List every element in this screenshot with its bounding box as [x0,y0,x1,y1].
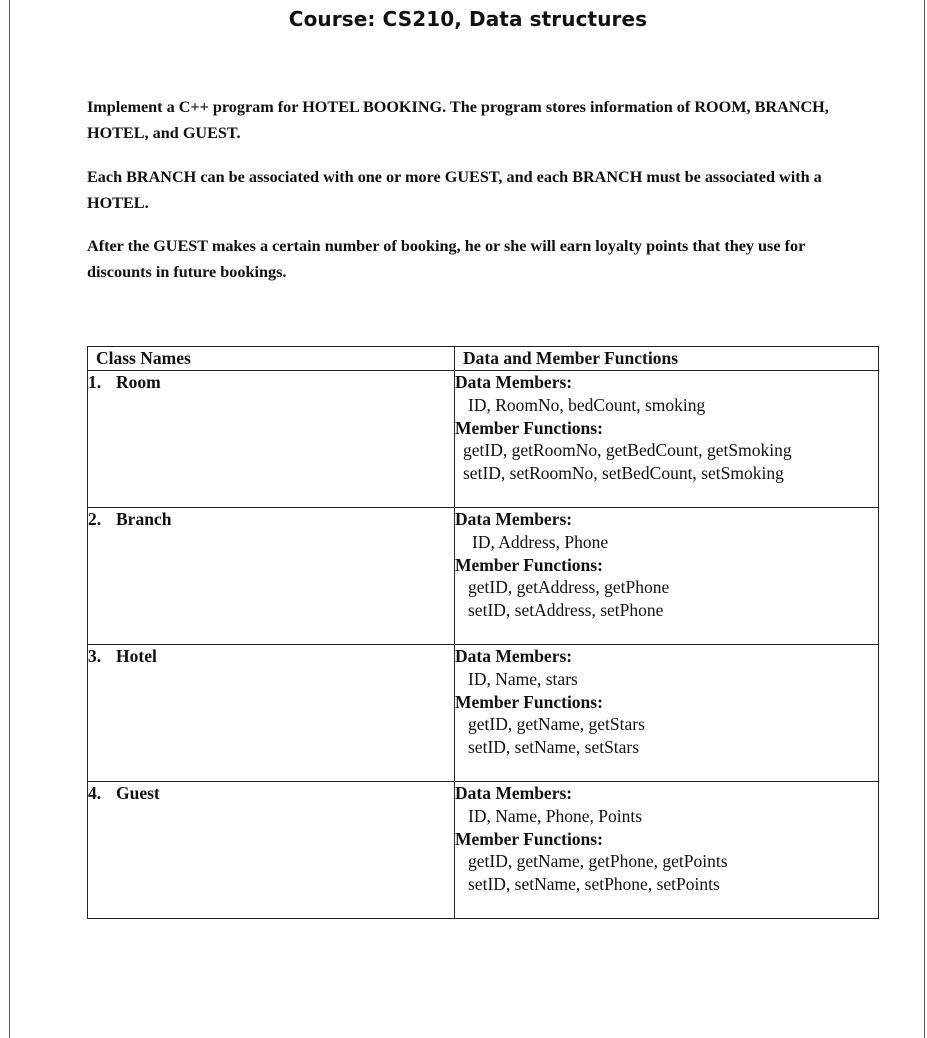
getter-functions: getID, getName, getStars [468,714,645,735]
getter-functions: getID, getName, getPhone, getPoints [468,851,728,872]
table-row [88,508,879,645]
class-name-cell [88,645,455,782]
data-members-value: ID, Name, Phone, Points [468,805,643,826]
class-name: Hotel [116,646,157,666]
table-row [88,782,879,919]
data-members-label: Data Members: [455,646,573,666]
setter-functions: setID, setRoomNo, setBedCount, setSmoking [463,463,784,484]
table-header-row [88,347,879,371]
getter-functions: getID, getRoomNo, getBedCount, getSmoking [463,440,792,461]
header-class-names: Class Names [88,347,455,371]
table-row [88,371,879,508]
association-paragraph: Each BRANCH can be associated with one or more GUEST, and each BRANCH must be associated with a HOTEL. [87,168,822,212]
header-data-functions: Data and Member Functions [455,347,879,371]
setter-functions: setID, setAddress, setPhone [468,600,664,621]
data-members-value: ID, Address, Phone [472,531,609,552]
loyalty-paragraph: After the GUEST makes a certain number of booking, he or she will earn loyalty points that they use for discounts in future bookings. [87,237,805,281]
class-number: 1. [88,372,102,392]
data-members-label: Data Members: [455,372,573,392]
class-table [87,346,879,919]
class-name-cell [88,371,455,508]
class-number: 4. [88,783,102,803]
member-functions-label: Member Functions: [455,691,603,712]
class-name-cell [88,782,455,919]
data-members-value: ID, RoomNo, bedCount, smoking [468,394,706,415]
document-page [9,0,925,1038]
setter-functions: setID, setName, setPhone, setPoints [468,874,720,895]
page-title: Course: CS210, Data structures [288,7,648,31]
member-functions-label: Member Functions: [455,554,603,575]
setter-functions: setID, setName, setStars [468,737,640,758]
getter-functions: getID, getAddress, getPhone [468,577,670,598]
members-cell [455,645,879,782]
member-functions-label: Member Functions: [455,417,603,438]
data-members-label: Data Members: [455,783,573,803]
data-members-value: ID, Name, stars [468,668,578,689]
members-cell [455,371,879,508]
class-name: Room [116,372,161,392]
class-name-cell [88,508,455,645]
data-members-label: Data Members: [455,509,573,529]
class-name: Branch [116,509,172,529]
members-cell [455,782,879,919]
class-number: 3. [88,646,102,666]
intro-paragraph: Implement a C++ program for HOTEL BOOKING. The program stores information of ROOM, BRANCH, HOTEL, and GUEST. [87,98,829,142]
class-name: Guest [116,783,160,803]
members-cell [455,508,879,645]
class-number: 2. [88,509,102,529]
member-functions-label: Member Functions: [455,828,603,849]
table-row [88,645,879,782]
